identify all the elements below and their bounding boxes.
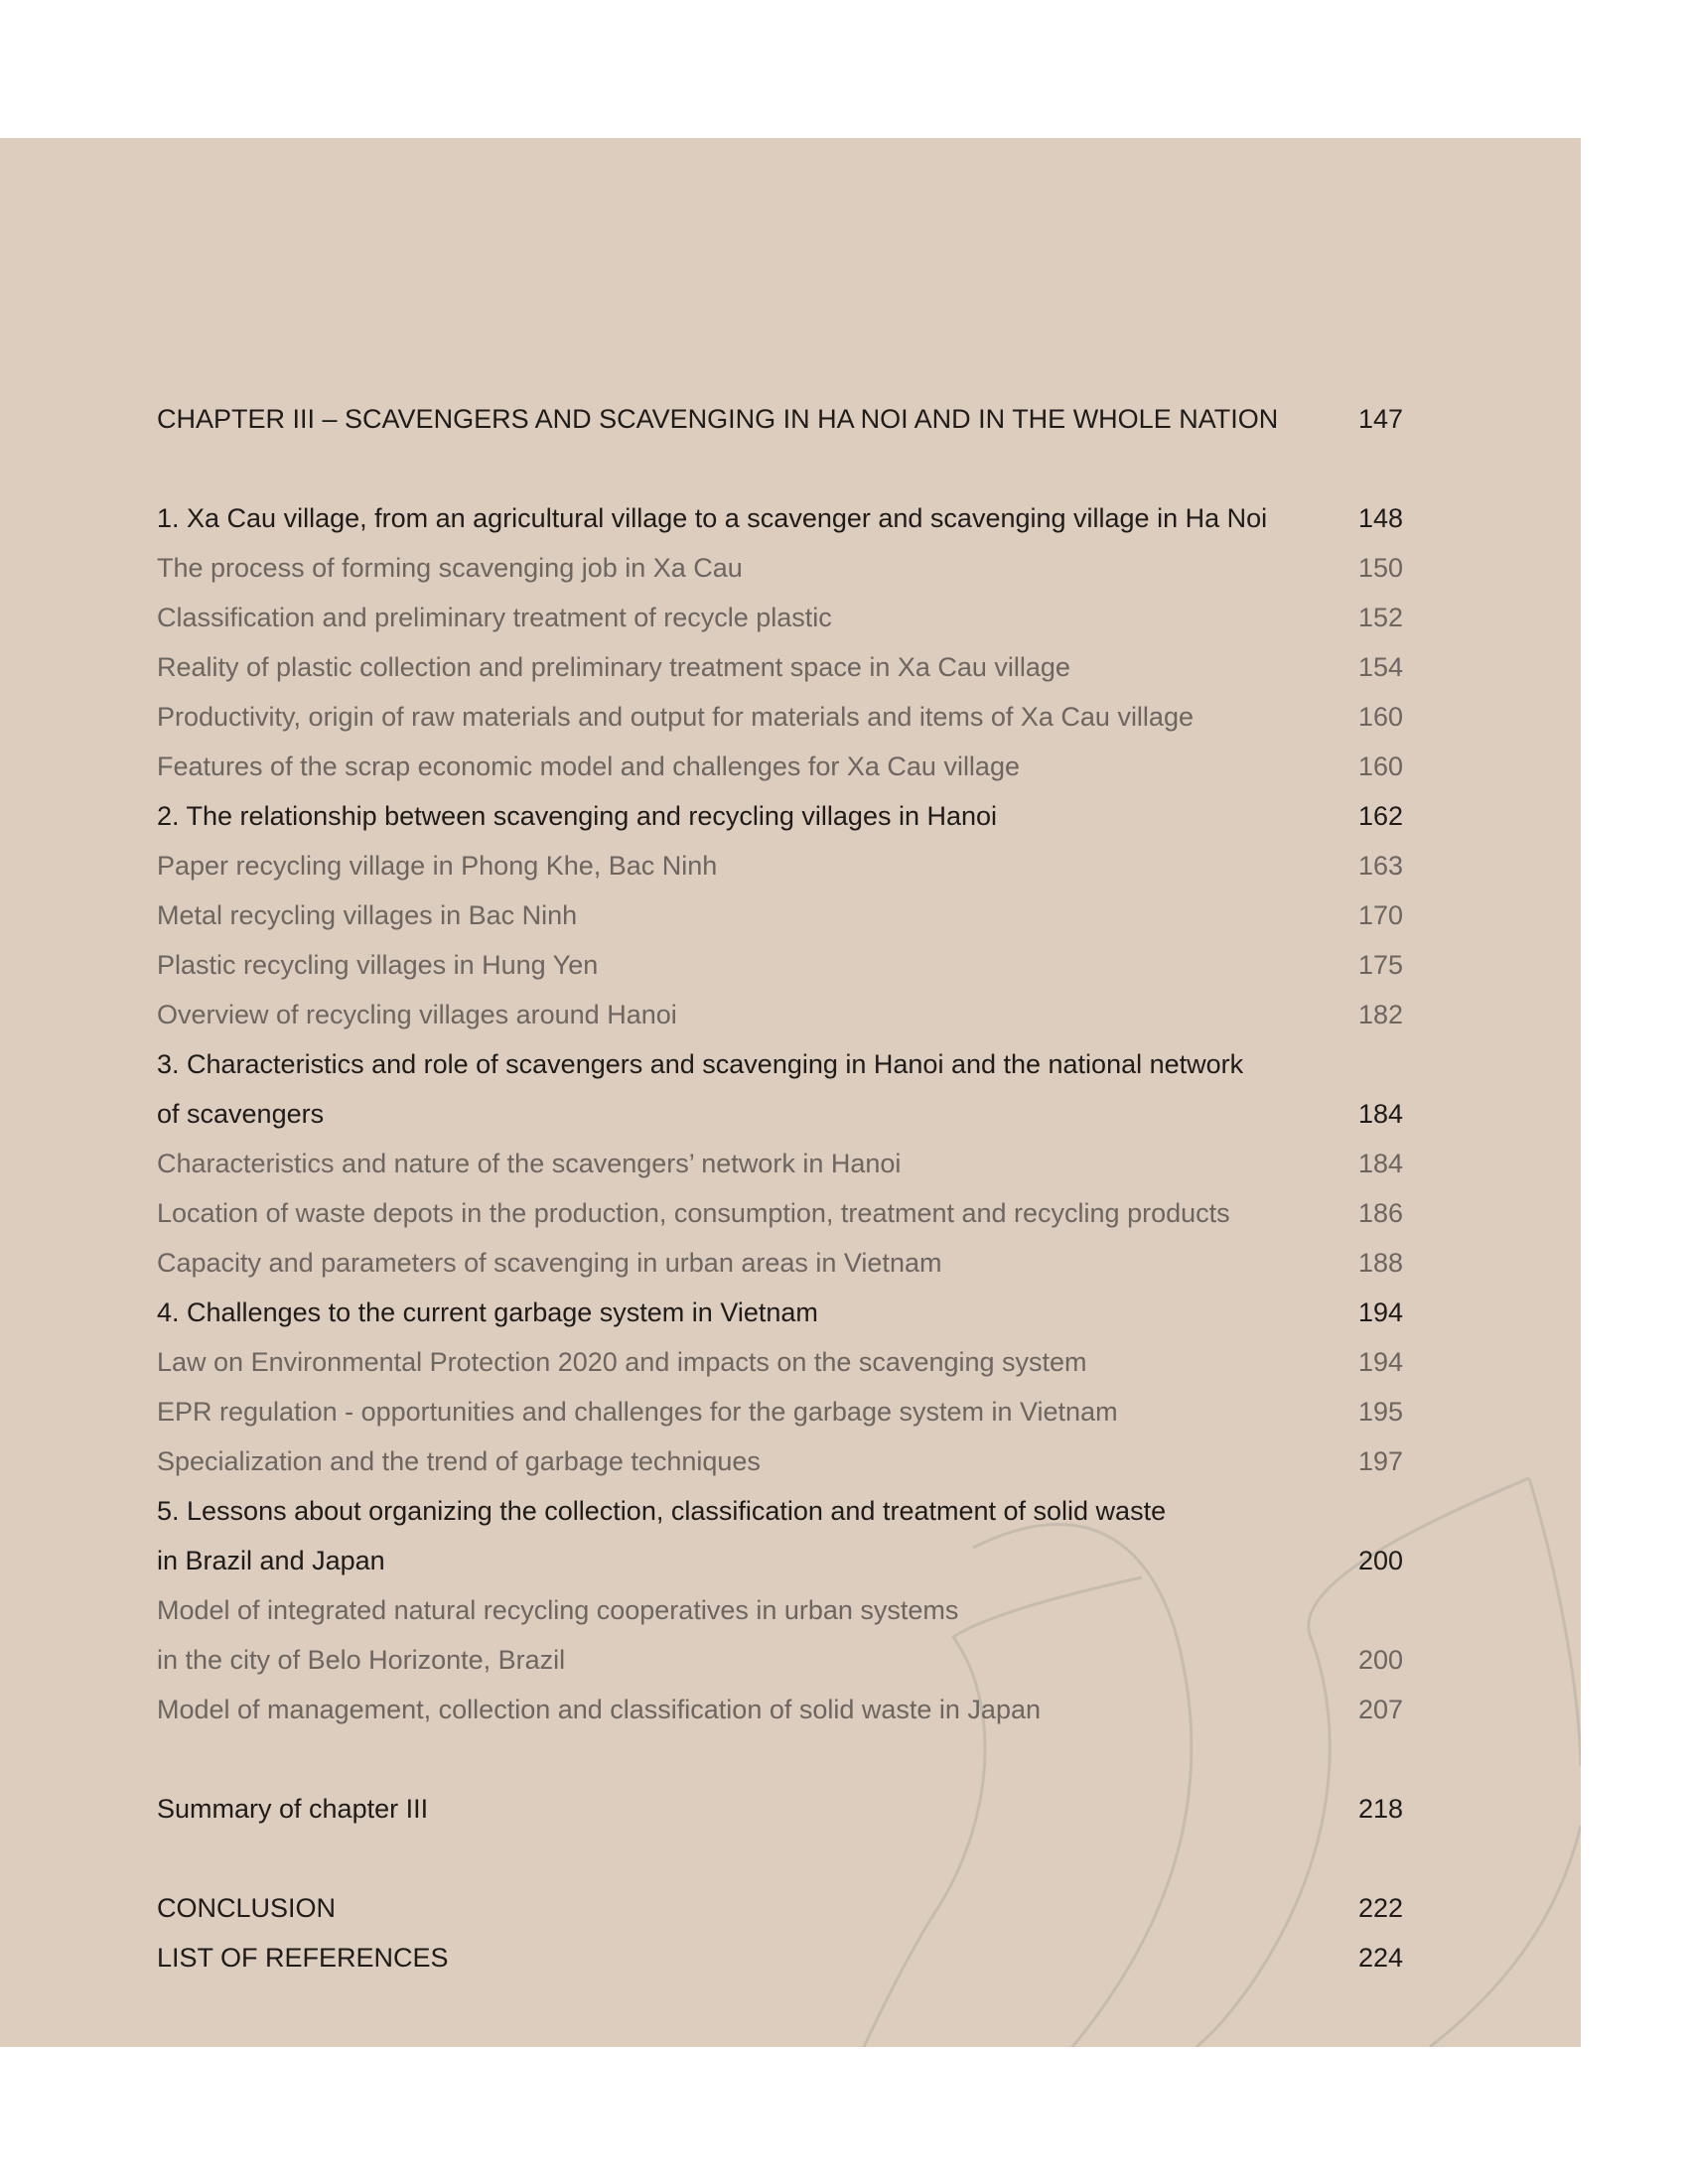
toc-entry-title: Law on Environmental Protection 2020 and impacts on the scavenging system: [157, 1346, 1087, 1377]
toc-subentry: [157, 1139, 1403, 1188]
toc-entry-title: Specialization and the trend of garbage techniques: [157, 1445, 761, 1476]
toc-subentry: [157, 940, 1403, 990]
toc-entry-title: in Brazil and Japan: [157, 1545, 385, 1575]
toc-entry-title: Overview of recycling villages around Hanoi: [157, 999, 677, 1029]
toc-entry-page: 186: [1357, 1197, 1403, 1228]
toc-entry-title: Metal recycling villages in Bac Ninh: [157, 899, 578, 930]
toc-subentry: [157, 1337, 1403, 1387]
toc-entry-title: 2. The relationship between scavenging and recycling villages in Hanoi: [157, 800, 998, 831]
toc-chapter-heading: [157, 394, 1403, 444]
toc-entry-title: Classification and preliminary treatment of recycle plastic: [157, 602, 832, 632]
toc-entry-page: 218: [1357, 1793, 1403, 1824]
toc-entry-page: 222: [1357, 1892, 1403, 1923]
toc-subentry: [157, 1387, 1403, 1436]
toc-entry-page: 162: [1357, 800, 1403, 831]
table-of-contents: [157, 394, 1403, 1982]
toc-subentry: [157, 1635, 1403, 1685]
toc-entry-title: 5. Lessons about organizing the collection, classification and treatment of solid waste: [157, 1495, 1167, 1526]
toc-entry-title: Productivity, origin of raw materials and output for materials and items of Xa Cau village: [157, 701, 1194, 732]
toc-entry: [157, 1288, 1403, 1337]
toc-entry-page: 175: [1357, 949, 1403, 980]
toc-subentry: [157, 1188, 1403, 1238]
toc-entry-title: Features of the scrap economic model and challenges for Xa Cau village: [157, 751, 1020, 781]
toc-entry-title: Characteristics and nature of the scavengers’ network in Hanoi: [157, 1148, 902, 1178]
toc-panel: [0, 138, 1581, 2047]
toc-entry-title: EPR regulation - opportunities and challenges for the garbage system in Vietnam: [157, 1396, 1118, 1427]
toc-subentry: [157, 1685, 1403, 1734]
toc-entry-title: The process of forming scavenging job in Xa Cau: [157, 552, 743, 583]
toc-entry: [157, 791, 1403, 841]
toc-subentry: [157, 543, 1403, 593]
toc-entry-page: 160: [1357, 701, 1403, 732]
toc-entry-page: 200: [1357, 1545, 1403, 1575]
toc-entry: [157, 1486, 1403, 1536]
toc-entry-page: 182: [1357, 999, 1403, 1029]
toc-entry-page: 150: [1357, 552, 1403, 583]
toc-subentry: [157, 990, 1403, 1039]
toc-entry-page: 160: [1357, 751, 1403, 781]
toc-subentry: [157, 1436, 1403, 1486]
toc-entry-page: 197: [1357, 1445, 1403, 1476]
toc-entry-title: Plastic recycling villages in Hung Yen: [157, 949, 599, 980]
toc-entry-title: Reality of plastic collection and preliminary treatment space in Xa Cau village: [157, 651, 1070, 682]
toc-conclusion: [157, 1883, 1403, 1933]
toc-entry-title: of scavengers: [157, 1098, 325, 1129]
toc-subentry: [157, 742, 1403, 791]
toc-entry: [157, 493, 1403, 543]
toc-subentry: [157, 1238, 1403, 1288]
toc-entry-title: CONCLUSION: [157, 1892, 337, 1923]
toc-entry-title: 3. Characteristics and role of scavengers and scavenging in Hanoi and the national network: [157, 1048, 1244, 1079]
toc-references: [157, 1933, 1403, 1982]
toc-entry-page: 148: [1357, 502, 1403, 533]
toc-entry-page: 207: [1357, 1694, 1403, 1724]
toc-entry-page: 195: [1357, 1396, 1403, 1427]
toc-entry-page: 170: [1357, 899, 1403, 930]
toc-entry-page: 184: [1357, 1148, 1403, 1178]
toc-entry-page: 224: [1357, 1942, 1403, 1973]
toc-entry-page: 194: [1357, 1346, 1403, 1377]
toc-subentry: [157, 1585, 1403, 1635]
toc-entry-page: 200: [1357, 1644, 1403, 1675]
toc-entry-title: Paper recycling village in Phong Khe, Bac Ninh: [157, 850, 718, 881]
toc-entry-title: CHAPTER III – SCAVENGERS AND SCAVENGING IN HA NOI AND IN THE WHOLE NATION: [157, 403, 1279, 434]
toc-subentry: [157, 890, 1403, 940]
toc-entry-title: LIST OF REFERENCES: [157, 1942, 449, 1973]
toc-subentry: [157, 642, 1403, 692]
toc-entry-page: 188: [1357, 1247, 1403, 1278]
toc-entry-title: in the city of Belo Horizonte, Brazil: [157, 1644, 566, 1675]
toc-entry-title: 4. Challenges to the current garbage system in Vietnam: [157, 1297, 818, 1327]
toc-entry-title: Model of management, collection and classification of solid waste in Japan: [157, 1694, 1041, 1724]
toc-entry: [157, 1089, 1403, 1139]
toc-entry-title: Location of waste depots in the production, consumption, treatment and recycling products: [157, 1197, 1230, 1228]
toc-entry-title: Summary of chapter III: [157, 1793, 429, 1824]
toc-entry-page: 194: [1357, 1297, 1403, 1327]
toc-entry-page: 154: [1357, 651, 1403, 682]
toc-subentry: [157, 692, 1403, 742]
toc-entry-page: 147: [1357, 403, 1403, 434]
toc-entry-title: 1. Xa Cau village, from an agricultural village to a scavenger and scavenging village in Ha Noi: [157, 502, 1268, 533]
toc-entry-page: 152: [1357, 602, 1403, 632]
toc-entry-page: 163: [1357, 850, 1403, 881]
toc-entry-title: Model of integrated natural recycling cooperatives in urban systems: [157, 1594, 959, 1625]
toc-entry-title: Capacity and parameters of scavenging in urban areas in Vietnam: [157, 1247, 942, 1278]
toc-summary: [157, 1784, 1403, 1834]
toc-entry: [157, 1536, 1403, 1585]
toc-subentry: [157, 593, 1403, 642]
toc-entry-page: 184: [1357, 1098, 1403, 1129]
toc-subentry: [157, 841, 1403, 890]
toc-entry: [157, 1039, 1403, 1089]
